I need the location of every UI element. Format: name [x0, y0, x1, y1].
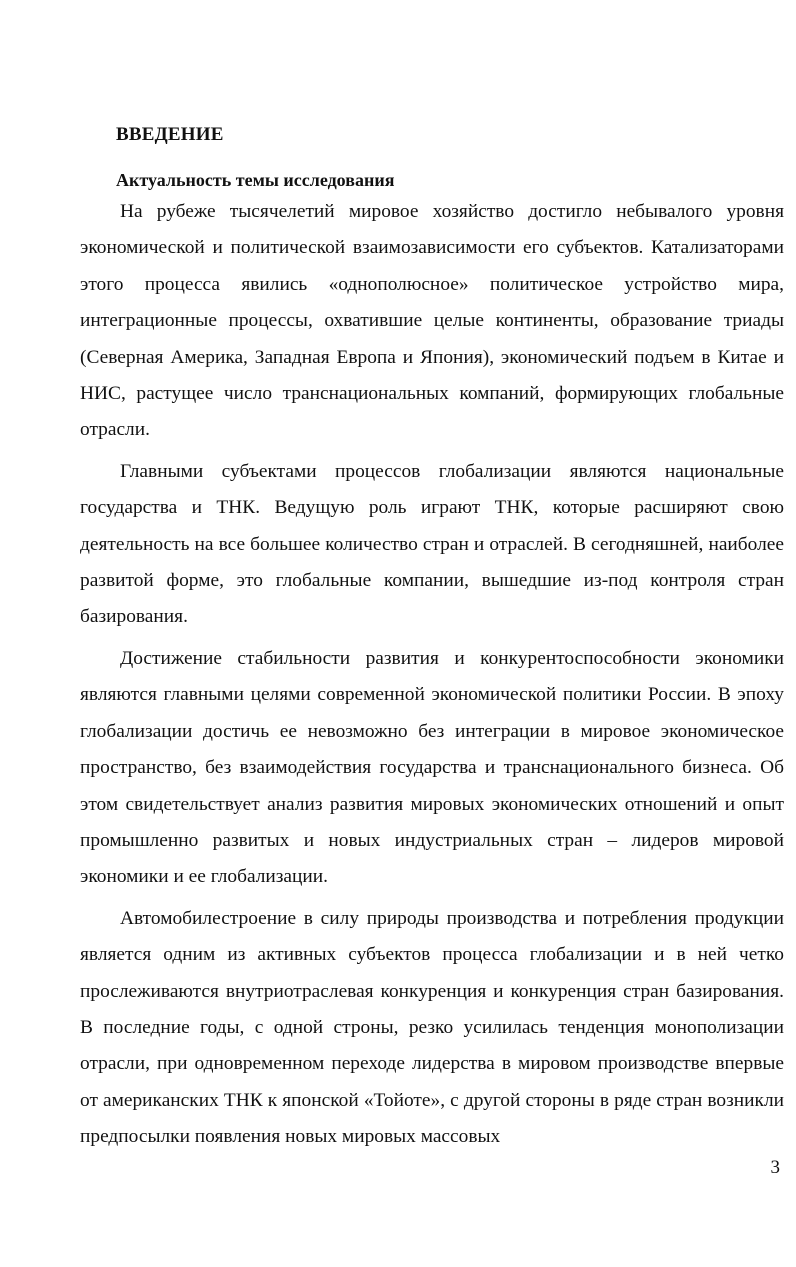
paragraph-3: Достижение стабильности развития и конкурентоспособности экономики являются главными целями современной экономической политики России. В эпоху глобализации достичь ее невозможно без интеграции в мировое экономическое пространство, без взаимодействия государства и транснационального бизнеса. Об этом свидетельствует анализ развития мировых экономических отношений и опыт промышленно развитых и новых индустриальных стран – лидеров мировой экономики и ее глобализации. [80, 647, 784, 888]
section-title: Актуальность темы исследования [116, 170, 395, 190]
paragraph-4: Автомобилестроение в силу природы производства и потребления продукции является одним из активных субъектов процесса глобализации и в ней четко прослеживаются внутриотраслевая конкуренция и конкуренция стран базирования. В последние годы, с одной строны, резко усилилась тенденция монополизации отрасли, при одновременном переходе лидерства в мировом производстве впервые от американских ТНК к японской «Тойоте», с другой стороны в ряде стран возникли предпосылки появления новых мировых массовых [80, 907, 784, 1148]
document-page [80, 122, 784, 1156]
paragraph-1: На рубеже тысячелетий мировое хозяйство достигло небывалого уровня экономической и политической взаимозависимости его субъектов. Катализаторами этого процесса явились «однополюсное» политическое устройство мира, интеграционные процессы, охватившие целые континенты, образование триады (Северная Америка, Западная Европа и Япония), экономический подъем в Китае и НИС, растущее число транснациональных компаний, формирующих глобальные отрасли. [80, 201, 784, 441]
paragraph-2: Главными субъектами процессов глобализации являются национальные государства и ТНК. Ведущую роль играют ТНК, которые расширяют свою деятельность на все большее количество стран и отраслей. В сегодняшней, наиболее развитой форме, это глобальные компании, вышедшие из-под контроля стран базирования. [80, 460, 784, 628]
chapter-title: ВВЕДЕНИЕ [116, 124, 224, 145]
page-number: 3 [770, 1157, 780, 1178]
